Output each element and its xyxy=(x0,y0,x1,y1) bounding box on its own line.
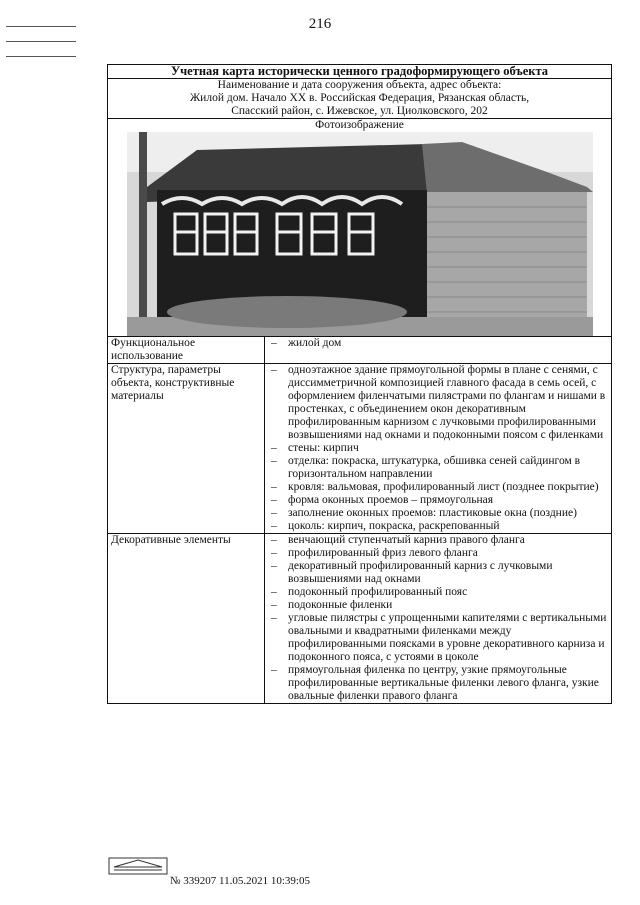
building-photo xyxy=(127,132,593,336)
list-item: – форма оконных проемов – прямоугольная xyxy=(268,494,608,507)
page-number: 216 xyxy=(308,16,332,32)
list-item: – стены: кирпич xyxy=(268,442,608,455)
list-item: – отделка: покраска, штукатурка, обшивка сеней сайдингом в горизонтальном направлении xyxy=(268,455,608,481)
list-item: – венчающий ступенчатый карниз правого фланга xyxy=(268,534,608,547)
list-item: – подоконные филенки xyxy=(268,599,608,612)
address-block xyxy=(108,79,612,119)
registry-stamp-icon xyxy=(108,857,168,875)
row-label-function: Функциональное использование xyxy=(108,337,265,364)
list-item: – кровля: вальмовая, профилированный лист (позднее покрытие) xyxy=(268,481,608,494)
address-header: Наименование и дата сооружения объекта, адрес объекта: xyxy=(217,79,502,91)
row-label-structure: Структура, параметры объекта, конструктивные материалы xyxy=(108,364,265,534)
list-item: – жилой дом xyxy=(268,337,608,350)
margin-marks xyxy=(6,26,76,76)
row-values-function xyxy=(265,337,612,364)
photo-caption: Фотоизображение xyxy=(315,119,404,131)
list-item: – декоративный профилированный карниз с лучковыми возвышениями над окнами xyxy=(268,560,608,586)
record-card-table xyxy=(107,64,612,704)
row-values-structure xyxy=(265,364,612,534)
list-item: – цоколь: кирпич, покраска, раскрепованный xyxy=(268,520,608,533)
photo-cell xyxy=(108,119,612,337)
footer-stamp xyxy=(108,857,168,880)
list-item: – подоконный профилированный пояс xyxy=(268,586,608,599)
card-title: Учетная карта исторически ценного градоформирующего объекта xyxy=(108,65,612,79)
list-item: – одноэтажное здание прямоугольной формы в плане с сенями, с диссимметричной композицией главного фасада в семь осей, с оформлением филенчатыми пилястрами по флангам и нишами в простенках, с объединением окон декоративным профилированным карнизом с лучковыми профилированными возвышениями над окнами и подоконными поясом с филенками xyxy=(268,364,608,442)
list-item: – заполнение оконных проемов: пластиковые окна (поздние) xyxy=(268,507,608,520)
row-label-decor: Декоративные элементы xyxy=(108,534,265,704)
list-item: – угловые пилястры с упрощенными капителями с вертикальными овальными и квадратными филенками между профилированными поясками в уровне декоративного карниза и подоконного пояса, с устоями в цоколе xyxy=(268,612,608,664)
list-item: – прямоугольная филенка по центру, узкие прямоугольные профилированные вертикальные филенки левого фланга, узкие овальные филенки правого фланга xyxy=(268,664,608,703)
row-values-decor xyxy=(265,534,612,704)
list-item: – профилированный фриз левого фланга xyxy=(268,547,608,560)
address-line-2: Спасский район, с. Ижевское, ул. Циолковского, 202 xyxy=(231,105,488,117)
address-line-1: Жилой дом. Начало XX в. Российская Федерация, Рязанская область, xyxy=(189,92,530,104)
document-number: № 339207 11.05.2021 10:39:05 xyxy=(170,875,310,887)
